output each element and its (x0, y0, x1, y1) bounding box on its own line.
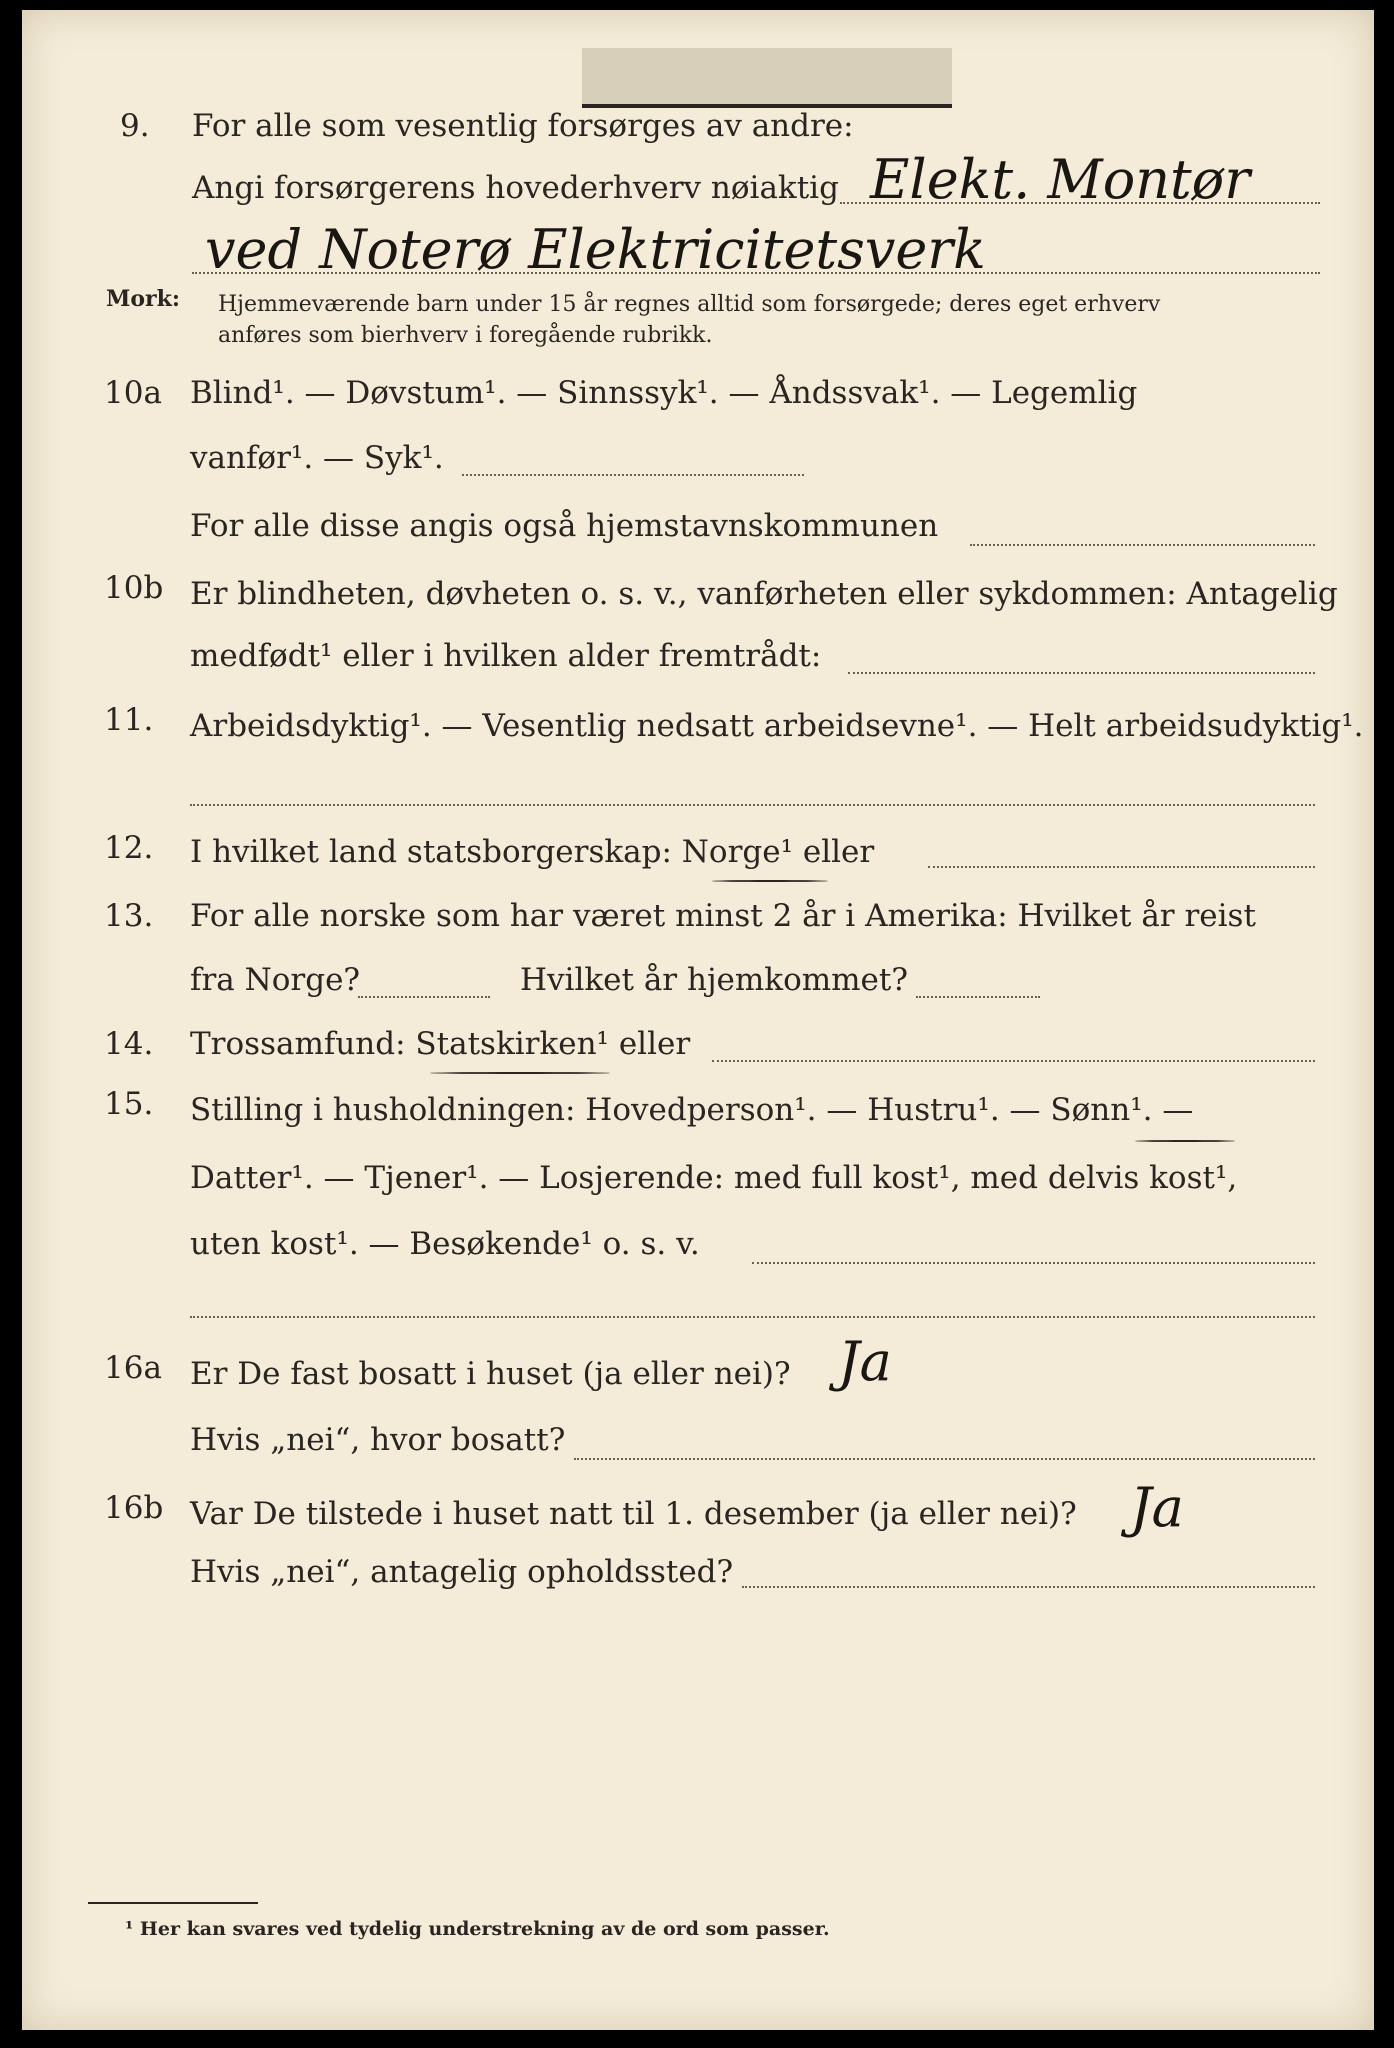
q10b-line1: Er blindheten, døvheten o. s. v., vanførheten eller sykdommen: Antagelig (190, 576, 1338, 612)
q11-line1: Arbeidsdyktig¹. — Vesentlig nedsatt arbeidsevne¹. — Helt arbeidsudyktig¹. (190, 708, 1364, 744)
q10a-fill-line2 (462, 474, 804, 476)
q10a-line2: vanfør¹. — Syk¹. (190, 440, 444, 476)
q16b-line2: Hvis „nei“, antagelig opholdssted? (190, 1554, 734, 1590)
mork-label: Mork: (106, 286, 180, 312)
q9-answer-employer[interactable]: ved Noterø Elektricitetsverk (205, 218, 986, 281)
q11-fill-line (190, 804, 1315, 806)
q16a-answer[interactable]: Ja (838, 1330, 892, 1393)
q13-number: 13. (104, 898, 154, 934)
norge-underline-mark (712, 880, 828, 882)
q13-fill-reist (358, 996, 490, 998)
q13-line1: For alle norske som har været minst 2 år i Amerika: Hvilket år reist (190, 898, 1256, 934)
paper-tab (582, 48, 952, 108)
footnote: ¹ Her kan svares ved tydelig understrekning av de ord som passer. (125, 1918, 830, 1940)
q16a-line1: Er De fast bosatt i huset (ja eller nei)? (190, 1356, 791, 1392)
q9-answer-occupation[interactable]: Elekt. Montør (870, 148, 1251, 211)
statskirken-underline-mark (430, 1072, 610, 1074)
q13-line2b: Hvilket år hjemkommet? (520, 962, 908, 998)
footnote-rule (88, 1902, 258, 1904)
q10b-fill-line2 (848, 672, 1315, 674)
q15-fill-line3 (752, 1262, 1315, 1264)
q9-fill-line2 (192, 272, 1320, 274)
q11-number: 11. (104, 702, 154, 738)
q10b-line2: medfødt¹ eller i hvilken alder fremtrådt: (190, 638, 822, 674)
q10a-fill-line3 (970, 544, 1315, 546)
sonn-underline-mark (1135, 1140, 1235, 1142)
q9-number: 9. (120, 108, 150, 144)
q15-number: 15. (104, 1086, 154, 1122)
q9-fill-line1 (840, 202, 1320, 204)
q15-line2: Datter¹. — Tjener¹. — Losjerende: med full kost¹, med delvis kost¹, (190, 1160, 1238, 1196)
q14-fill-line (712, 1060, 1315, 1062)
q10b-number: 10b (104, 570, 164, 606)
q16b-line1: Var De tilstede i huset natt til 1. desember (ja eller nei)? (190, 1496, 1077, 1532)
q16a-number: 16a (104, 1350, 162, 1386)
q14-number: 14. (104, 1026, 154, 1062)
q16b-number: 16b (104, 1490, 164, 1526)
q9-line1: For alle som vesentlig forsørges av andre: (192, 108, 854, 144)
q15-line1: Stilling i husholdningen: Hovedperson¹. — Hustru¹. — Sønn¹. — (190, 1092, 1194, 1128)
mork-line1: Hjemmeværende barn under 15 år regnes alltid som forsørgede; deres eget erhverv (218, 292, 1161, 317)
q10a-number: 10a (104, 375, 162, 411)
q12-line1: I hvilket land statsborgerskap: Norge¹ eller (190, 834, 875, 870)
q10a-line3: For alle disse angis også hjemstavnskommunen (190, 508, 939, 544)
q16b-answer[interactable]: Ja (1130, 1476, 1184, 1539)
q12-number: 12. (104, 830, 154, 866)
mork-line2: anføres som bierhverv i foregående rubrikk. (218, 323, 713, 348)
q10a-line1: Blind¹. — Døvstum¹. — Sinnssyk¹. — Åndssvak¹. — Legemlig (190, 375, 1138, 411)
q15-line3: uten kost¹. — Besøkende¹ o. s. v. (190, 1226, 700, 1262)
q9-line2: Angi forsørgerens hovederhverv nøiaktig (192, 170, 839, 206)
q16a-fill-line (574, 1458, 1315, 1460)
q13-line2a: fra Norge? (190, 962, 361, 998)
q14-line1: Trossamfund: Statskirken¹ eller (190, 1026, 691, 1062)
q15-fill-line4 (190, 1316, 1315, 1318)
q13-fill-hjemkommet (916, 996, 1040, 998)
q12-fill-line (928, 866, 1315, 868)
q16b-fill-line (742, 1586, 1315, 1588)
q16a-line2: Hvis „nei“, hvor bosatt? (190, 1422, 566, 1458)
